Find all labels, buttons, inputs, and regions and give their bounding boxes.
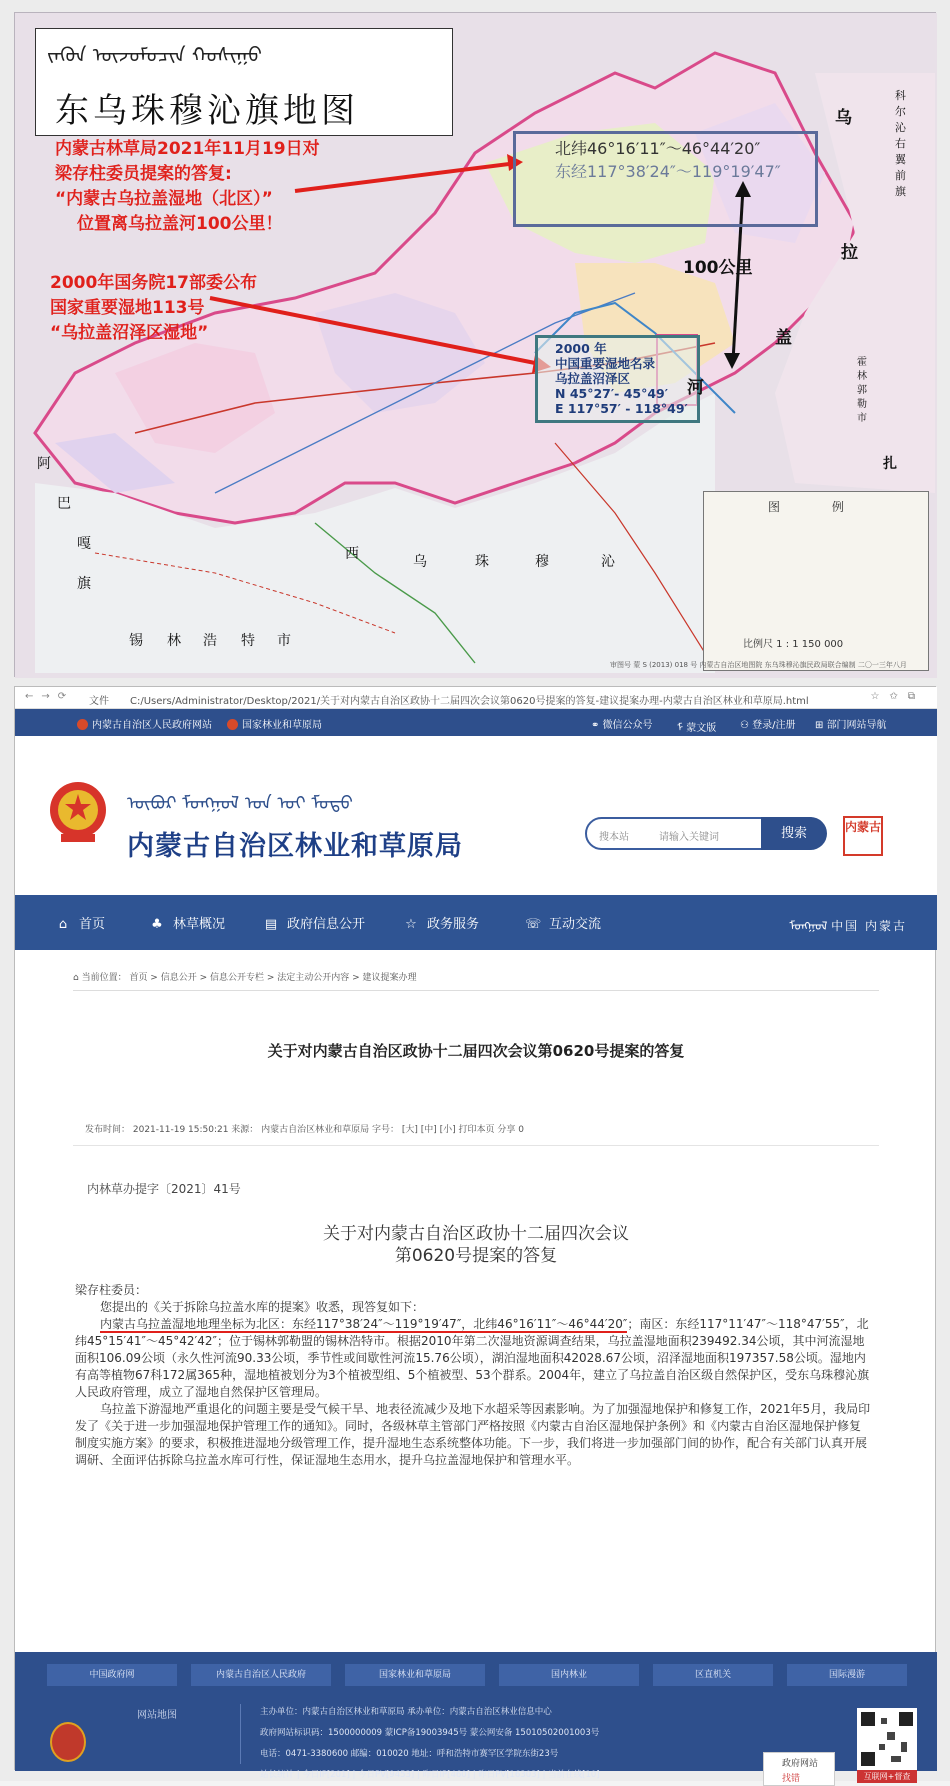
login-label: 登录/注册	[752, 720, 796, 731]
divider	[73, 990, 879, 991]
right-label: 沁	[895, 121, 906, 134]
map-title: 东乌珠穆沁旗地图	[55, 91, 359, 131]
right-label: 右	[895, 137, 906, 150]
nav-item-home[interactable]	[55, 913, 105, 932]
wetland-line: E 117°57′ - 118°49′	[555, 401, 688, 416]
nav-label: 政府信息公开	[287, 917, 366, 932]
place-label: 穆	[535, 554, 549, 570]
address-bar	[15, 687, 937, 709]
right-label: 郭	[857, 385, 867, 396]
wetland-line: N 45°27′- 45°49′	[555, 386, 669, 401]
right-label: 勒	[857, 399, 867, 410]
wechat-label: 微信公众号	[602, 720, 653, 731]
right-label: 林	[857, 371, 867, 382]
address-url[interactable]: C:/Users/Administrator/Desktop/2021/关于对内蒙古自治区政协十二届四次会议第0620号提案的答复-建议提案办理-内蒙古自治区林业和草原局.html	[130, 696, 809, 707]
paragraph-rest: ；南区：东经117°11′47″～118°47′55″，北纬45°15′41″～45°42′42″；位于锡林郭勒盟的锡林浩特市。根据2010年第二次湿地资源调查结果，乌拉盖湿地面积239492.34公顷，其中河流湿地面积106.09公顷（永久性河流90.33公顷，季节性或间歇性河流15.76公顷），湖泊湿地面积42028.67公顷，沼泽湿地面积197357.58公顷。湿地内有高等植物67科172属365种，湿地植被划分为3个植被型组、5个植被型、53个群系。2004年，建立了乌拉盖自治区级自然保护区，受东乌珠穆沁旗人民政府管理，成立了湿地自然保护区管理局。	[75, 1317, 870, 1399]
place-label: 珠	[475, 554, 489, 570]
star-icon: ☆	[405, 917, 417, 932]
river-label: 拉	[841, 243, 858, 263]
annotation-reply-line: “内蒙古乌拉盖湿地（北区）”	[55, 189, 273, 209]
wetland-line: 2000 年	[555, 341, 607, 356]
browser-window	[14, 686, 936, 1784]
place-label: 市	[277, 633, 291, 649]
qr-label: 互联网+督查	[857, 1770, 917, 1783]
topbar-gov-link[interactable]	[77, 716, 212, 731]
divider	[73, 1145, 879, 1146]
nav-item-interaction[interactable]	[525, 913, 601, 932]
annotation-2000-line: 2000年国务院17部委公布	[50, 273, 257, 293]
search-button[interactable]: 搜索	[761, 817, 827, 850]
right-label: 翼	[895, 153, 906, 166]
annotation-reply-line: 内蒙古林草局2021年11月19日对	[55, 139, 320, 159]
chat-icon: ☏	[525, 917, 542, 932]
nav-label: 部门网站导航	[826, 720, 887, 731]
annotation-2000	[50, 271, 257, 346]
browser-tools-icon[interactable]: ☆✩⧉	[870, 691, 925, 702]
breadcrumb: ⌂ 当前位置： 首页 > 信息公开 > 信息公开专栏 > 法定主动公开内容 > 建议提案办理	[73, 973, 417, 983]
footer-host: 主办单位：内蒙古自治区林业和草原局 承办单位：内蒙古自治区林业信息中心	[260, 1707, 552, 1717]
article-meta: 发布时间： 2021-11-19 15:50:21 来源： 内蒙古自治区林业和草原局 字号： [大] [中] [小] 打印本页 分享 0	[85, 1125, 524, 1135]
doc-number: 内林草办提字〔2021〕41号	[87, 1182, 241, 1196]
place-label: 乌	[413, 554, 427, 570]
topbar-gov-label: 内蒙古自治区人民政府网站	[92, 720, 212, 731]
topbar-nav[interactable]: ⊞ 部门网站导航	[815, 720, 887, 731]
salutation: 梁存柱委员：	[75, 1283, 148, 1297]
document-icon: ▤	[264, 917, 278, 932]
river-label: 乌	[835, 108, 852, 128]
search-scope[interactable]: 搜本站	[599, 832, 629, 843]
right-label: 扎	[883, 456, 897, 472]
article-content	[63, 950, 889, 1652]
annotation-2000-line: “乌拉盖沼泽区湿地”	[50, 323, 209, 343]
paragraph	[75, 1316, 871, 1401]
emblem-icon	[227, 719, 238, 730]
annotation-2000-line: 国家重要湿地113号	[50, 298, 205, 318]
right-label: 市	[857, 413, 867, 424]
party-badge-icon	[50, 1722, 86, 1762]
site-mongol-title: ᠥᠪᠥᠷ ᠮᠣᠩᠭᠣᠯ ᠤᠨ ᠣᠢ ᠮᠣᠳᠣ	[127, 793, 353, 814]
footer-link[interactable]: 国家林业和草原局	[345, 1664, 485, 1686]
topbar-login[interactable]: ⚇ 登录/注册	[740, 720, 796, 731]
nav-item-info[interactable]	[263, 913, 365, 932]
mongol-label: 蒙文版	[686, 723, 717, 734]
wetland-2000-text	[555, 341, 688, 416]
north-zone-longitude: 东经117°38′24″～119°19′47″	[555, 162, 781, 181]
place-label: 浩	[203, 633, 217, 649]
site-topbar	[15, 709, 937, 736]
highlighted-coordinates: 内蒙古乌拉盖湿地地理坐标为北区：东经117°38′24″～119°19′47″，北纬46°16′11″～46°44′20″	[100, 1317, 628, 1331]
legend-title: 图 例	[768, 500, 868, 514]
topbar-forestry-link[interactable]	[227, 716, 322, 731]
right-label: 科	[895, 89, 906, 102]
annotation-reply-line: 位置离乌拉盖河100公里！	[77, 214, 283, 234]
check-top: 政府网站	[782, 1759, 819, 1769]
footer-links	[47, 1664, 907, 1686]
main-nav	[15, 895, 937, 950]
place-label: 西	[345, 546, 359, 562]
sitemap-link[interactable]: 网站地图	[137, 1710, 177, 1721]
footer-link[interactable]: 国内林业	[499, 1664, 639, 1686]
place-label: 巴	[57, 496, 71, 512]
footer-info	[260, 1702, 600, 1786]
wetland-line: 乌拉盖沼泽区	[555, 371, 631, 386]
annotation-reply-line: 梁存柱委员提案的答复:	[55, 164, 232, 184]
site-header	[15, 736, 937, 895]
nav-label: 林草概况	[173, 917, 226, 932]
article-title: 关于对内蒙古自治区政协十二届四次会议第0620号提案的答复	[267, 1042, 685, 1060]
dongwu-banner-map	[14, 12, 936, 677]
tree-icon: ♣	[151, 917, 163, 932]
paragraph: 您提出的《关于拆除乌拉盖水库的提案》收悉，现答复如下：	[100, 1300, 425, 1314]
seal-logo: 内蒙古	[843, 816, 883, 856]
nav-label: 政务服务	[427, 917, 480, 932]
footer-stats: 站长统计 | 今日IP[201] | 今日PV[9453] | 昨日IP[460] | 昨日PV[16303] | 当前在线[10]	[260, 1770, 600, 1780]
home-icon: ⌂	[58, 917, 68, 932]
nav-buttons[interactable]: ←→⟳	[25, 691, 75, 702]
gov-site-check-button[interactable]	[763, 1752, 835, 1786]
footer-link[interactable]: 内蒙古自治区人民政府	[191, 1664, 331, 1686]
place-label: 锡	[129, 633, 143, 649]
place-label: 旗	[77, 576, 91, 592]
right-label: 前	[895, 169, 906, 182]
right-label: 尔	[895, 105, 906, 118]
footer-link[interactable]: 国际漫游	[787, 1664, 907, 1686]
divider	[240, 1704, 241, 1764]
map-scale: 比例尺 1 : 1 150 000	[743, 639, 844, 650]
footer-contact: 电话：0471-3380600 邮编：010020 地址：呼和浩特市赛罕区学院东街23号	[260, 1749, 559, 1759]
place-label: 林	[167, 633, 181, 649]
nav-right-logo: ᠮᠣᠩᠭᠣᠯ 中国 内蒙古	[789, 919, 907, 933]
annotation-reply	[55, 137, 320, 237]
footer-ids: 政府网站标识码：1500000009 蒙ICP备19003945号 蒙公网安备 15010502001003号	[260, 1728, 600, 1738]
nav-item-service[interactable]	[403, 913, 479, 932]
site-footer	[15, 1652, 937, 1784]
wetland-line: 中国重要湿地名录	[555, 356, 656, 371]
site-title: 内蒙古自治区林业和草原局	[127, 831, 463, 862]
map-mongol-title: ᠵᠡᠭᠦᠨ ᠦᠵᠦᠮᠦᠴᠢᠨ ᠬᠣᠰᠢᠭᠤ	[47, 43, 262, 67]
nav-item-overview[interactable]	[149, 913, 225, 932]
check-bottom: 找错	[782, 1774, 801, 1784]
address-scheme-label: 文件	[89, 696, 109, 707]
north-zone-latitude: 北纬46°16′11″～46°44′20″	[555, 139, 761, 158]
doc-title-line1: 关于对内蒙古自治区政协十二届四次会议	[323, 1224, 629, 1244]
article-body	[75, 1282, 871, 1469]
qr-code-icon	[857, 1708, 917, 1770]
map-footer: 审图号 蒙 S (2013) 018 号 内蒙古自治区地图院 东乌珠穆沁旗民政局联合编制 二〇一三年八月	[610, 661, 907, 669]
paragraph: 乌拉盖下游湿地严重退化的问题主要是受气候干旱、地表径流减少及地下水超采等因素影响。为了加强湿地保护和修复工作，2021年5月，我局印发了《关于进一步加强湿地保护管理工作的通知》。同时，各级林草主管部门严格按照《内蒙古自治区湿地保护条例》和《内蒙古自治区湿地保护修复制度实施方案》的要求，积极推进湿地分级管理工作，提升湿地生态系统整体功能。下一步，我们将进一步加强部门间的协作，配合有关部门认真开展调研、全面评估拆除乌拉盖水库可行性，保证湿地生态用水，提升乌拉盖湿地保护和管理水平。	[75, 1402, 871, 1467]
footer-link[interactable]: 中国政府网	[47, 1664, 177, 1686]
river-label: 河	[687, 378, 704, 398]
search-placeholder: 请输入关键词	[659, 832, 719, 843]
topbar-wechat[interactable]: ⚭ 微信公众号	[591, 720, 653, 731]
river-label: 盖	[775, 328, 792, 348]
place-label: 沁	[601, 554, 615, 570]
national-emblem-icon	[47, 776, 109, 846]
nav-label: 首页	[79, 917, 106, 932]
emblem-icon	[77, 719, 88, 730]
right-label: 霍	[857, 357, 867, 368]
footer-link[interactable]: 区直机关	[653, 1664, 773, 1686]
place-label: 嘎	[77, 536, 91, 552]
doc-title-line2: 第0620号提案的答复	[394, 1246, 558, 1266]
breadcrumb-text[interactable]: 当前位置： 首页 > 信息公开 > 信息公开专栏 > 法定主动公开内容 > 建议提案办理	[81, 973, 417, 983]
topbar-mongol[interactable]: ᠮ 蒙文版	[677, 723, 717, 734]
nav-label: 互动交流	[549, 917, 602, 932]
right-label: 旗	[895, 185, 906, 198]
place-label: 阿	[37, 456, 51, 472]
topbar-forestry-label: 国家林业和草原局	[242, 720, 322, 731]
distance-label: 100公里	[683, 258, 753, 278]
place-label: 特	[241, 633, 255, 649]
